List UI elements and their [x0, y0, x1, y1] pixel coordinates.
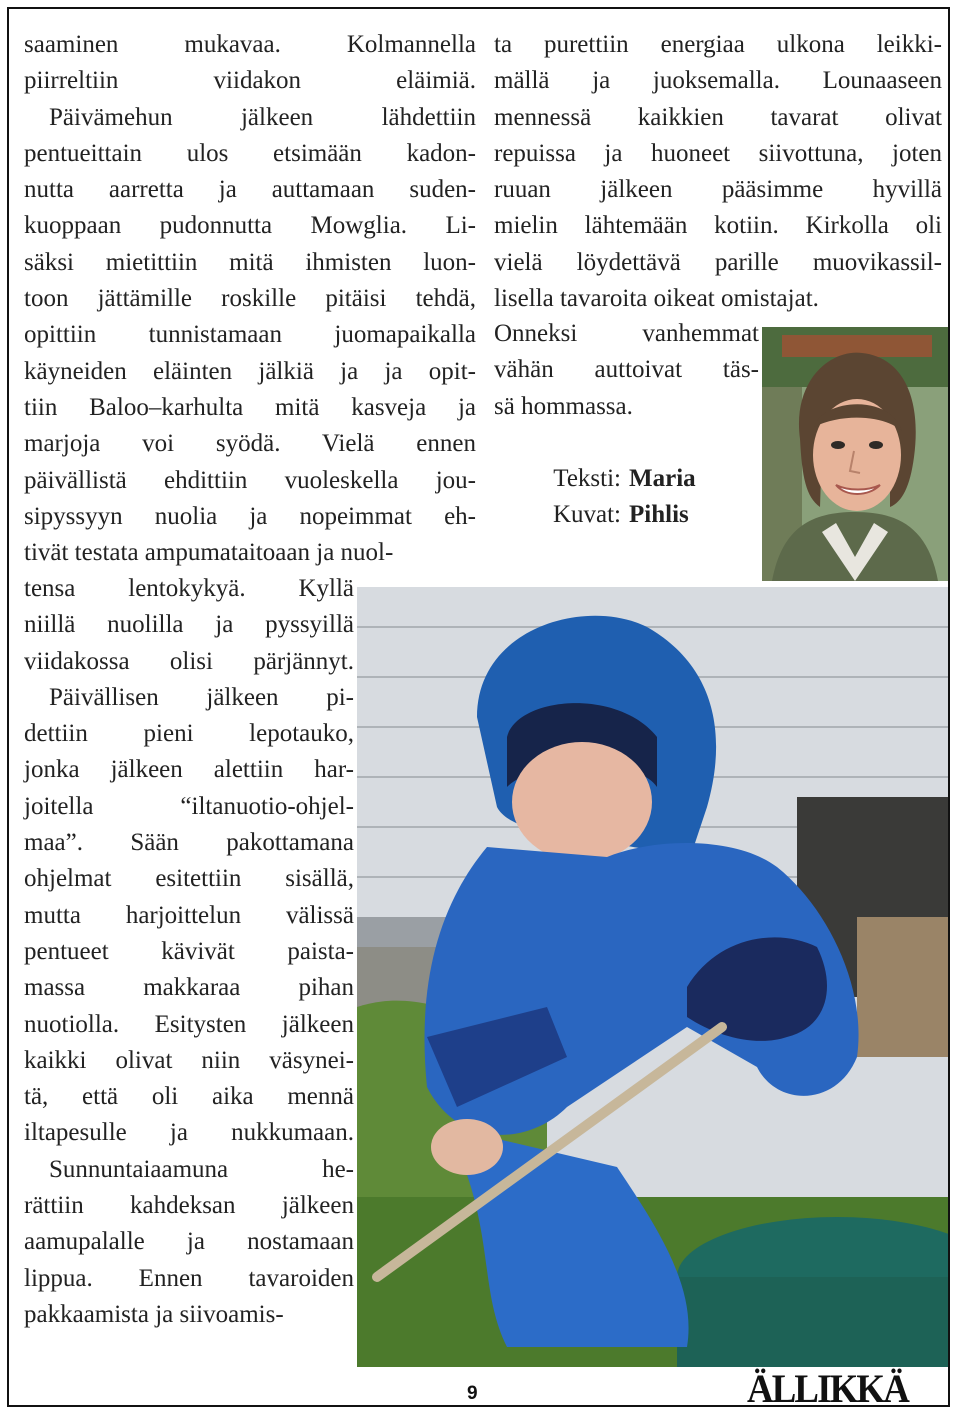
article-text-line: tä, että oli aika mennä — [24, 1083, 354, 1111]
credit-photo-author: Pihlis — [629, 501, 689, 528]
article-text-line: säksi mietittiin mitä ihmisten luon- — [24, 248, 476, 276]
credit-photo-row — [529, 497, 696, 533]
article-text-line: Onneksi vanhemmat — [494, 320, 759, 347]
credit-text-author: Maria — [629, 465, 696, 492]
article-text-line: aamupalalle ja nostamaan — [24, 1228, 354, 1256]
article-text-line: vähän auttoivat täs- — [494, 356, 759, 384]
portrait-photo-graphic — [762, 327, 948, 581]
article-text-line: tensa lentokykyä. Kyllä — [24, 575, 354, 602]
portrait-photo — [762, 327, 948, 581]
article-text-line: saaminen mukavaa. Kolmannella — [24, 31, 476, 58]
article-text-line: pakkaamista ja siivoamis- — [24, 1300, 284, 1328]
article-text-line: nuotiolla. Esitysten jälkeen — [24, 1010, 354, 1038]
article-text-line: pentueittain ulos etsimään kadon- — [24, 139, 476, 167]
article-text-line: käyneiden eläinten jälkiä ja ja opit- — [24, 357, 476, 385]
article-text-line: kaikki olivat niin väsynei- — [24, 1046, 354, 1074]
article-text-line: Päivällisen jälkeen pi- — [24, 683, 354, 711]
article-text-line: marjoja voi syödä. Vielä ennen — [24, 430, 476, 458]
credit-photo-label: Kuvat: — [552, 501, 621, 528]
boy-whittling-graphic — [357, 587, 950, 1367]
article-text-line: Sunnuntaiaamuna he- — [24, 1155, 354, 1183]
article-text-line: kuoppaan pudonnutta Mowglia. Li- — [24, 212, 476, 240]
article-text-line: opittiin tunnistamaan juomapaikalla — [24, 321, 476, 349]
credits — [529, 461, 696, 533]
article-text-line: nutta aarretta ja auttamaan suden- — [24, 176, 476, 204]
boy-whittling-photo — [357, 587, 950, 1367]
article-text-line: dettiin pieni lepotauko, — [24, 720, 354, 748]
article-text-line: viidakossa olisi pärjännyt. — [24, 647, 354, 675]
article-text-line: mällä ja juoksemalla. Lounaaseen — [494, 67, 942, 95]
article-text-line: mutta harjoittelun välissä — [24, 901, 354, 929]
magazine-logo: ÄLLIKKÄ — [747, 1366, 908, 1407]
article-text-line: piirreltiin viidakon eläimiä. — [24, 67, 476, 95]
article-column-left-bottom — [24, 571, 354, 1333]
article-column-left-top — [24, 27, 476, 571]
article-column-right-top — [494, 27, 942, 317]
article-text-line: iltapesulle ja nukkumaan. — [24, 1119, 354, 1147]
article-text-line: jonka jälkeen alettiin har- — [24, 756, 354, 784]
article-text-line: maa”. Sään pakottamana — [24, 829, 354, 857]
article-text-line: vielä löydettävä parille muovikassil- — [494, 248, 942, 276]
credit-text-label: Teksti: — [553, 465, 621, 492]
page-number: 9 — [467, 1383, 478, 1404]
article-text-line: tiin Baloo–karhulta mitä kasveja ja — [24, 393, 476, 421]
article-text-line: lippua. Ennen tavaroiden — [24, 1264, 354, 1292]
credit-text-row — [529, 461, 696, 497]
article-text-line: sä hommassa. — [494, 392, 633, 420]
article-text-line: massa makkaraa pihan — [24, 974, 354, 1002]
magazine-page — [7, 7, 950, 1407]
article-column-right-bottom — [494, 316, 759, 425]
article-text-line: mielin lähtemään kotiin. Kirkolla oli — [494, 212, 942, 240]
article-text-line: niillä nuolilla ja pyssyillä — [24, 611, 354, 639]
article-text-line: mennessä kaikkien tavarat olivat — [494, 103, 942, 131]
article-text-line: pentueet kävivät paista- — [24, 937, 354, 965]
article-text-line: tivät testata ampumataitoaan ja nuol- — [24, 539, 394, 567]
article-text-line: Päivämehun jälkeen lähdettiin — [24, 103, 476, 131]
article-text-line: ruuan jälkeen pääsimme hyvillä — [494, 176, 942, 204]
article-text-line: lisella tavaroita oikeat omistajat. — [494, 285, 819, 313]
article-text-line: ta purettiin energiaa ulkona leikki- — [494, 31, 942, 58]
article-text-line: ohjelmat esitettiin sisällä, — [24, 865, 354, 893]
article-text-line: toon jättämille roskille pitäisi tehdä, — [24, 285, 476, 313]
article-text-line: repuissa ja huoneet siivottuna, joten — [494, 139, 942, 167]
article-text-line: päivällistä ehdittiin vuoleskella jou- — [24, 466, 476, 494]
article-text-line: joitella “iltanuotio-ohjel- — [24, 792, 354, 820]
article-text-line: rättiin kahdeksan jälkeen — [24, 1192, 354, 1220]
article-text-line: sipyssyyn nuolia ja nopeimmat eh- — [24, 502, 476, 530]
